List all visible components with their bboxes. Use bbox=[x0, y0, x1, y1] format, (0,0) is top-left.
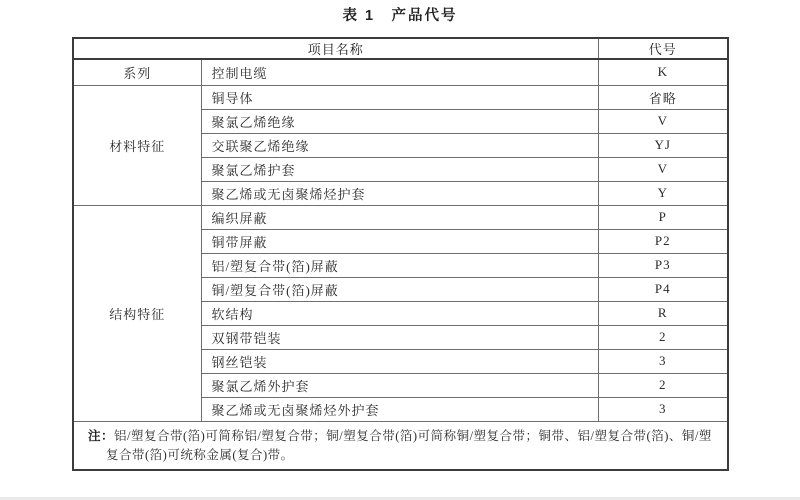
item-cell: 聚氯乙烯绝缘 bbox=[201, 109, 598, 133]
note-line-2: 复合带(箔)可统称金属(复合)带。 bbox=[106, 447, 294, 462]
table-row bbox=[73, 59, 728, 85]
code-cell: 2 bbox=[598, 373, 728, 397]
item-cell: 聚乙烯或无卤聚烯烃护套 bbox=[201, 181, 598, 205]
code-cell: Y bbox=[598, 181, 728, 205]
code-cell: 3 bbox=[598, 397, 728, 421]
code-cell: P2 bbox=[598, 229, 728, 253]
code-cell: P bbox=[598, 205, 728, 229]
code-cell: YJ bbox=[598, 133, 728, 157]
item-cell: 双钢带铠装 bbox=[201, 325, 598, 349]
code-cell: 2 bbox=[598, 325, 728, 349]
item-cell: 交联聚乙烯绝缘 bbox=[201, 133, 598, 157]
table-row bbox=[73, 205, 728, 229]
header-code: 代号 bbox=[598, 38, 728, 59]
item-cell: 钢丝铠装 bbox=[201, 349, 598, 373]
table-note bbox=[73, 421, 728, 470]
item-cell: 聚乙烯或无卤聚烯烃外护套 bbox=[201, 397, 598, 421]
header-item-name: 项目名称 bbox=[73, 38, 598, 59]
item-cell: 编织屏蔽 bbox=[201, 205, 598, 229]
item-cell: 控制电缆 bbox=[201, 59, 598, 85]
table-header-row bbox=[73, 38, 728, 59]
note-text-1: 铝/塑复合带(箔)可简称铝/塑复合带；铜/塑复合带(箔)可简称铜/塑复合带；铜带、铝/塑复合带(箔)、铜/塑 bbox=[114, 428, 712, 443]
code-cell: R bbox=[598, 301, 728, 325]
group-cell-material: 材料特征 bbox=[73, 85, 201, 205]
code-cell: 3 bbox=[598, 349, 728, 373]
item-cell: 铜带屏蔽 bbox=[201, 229, 598, 253]
code-cell: P4 bbox=[598, 277, 728, 301]
code-cell: V bbox=[598, 157, 728, 181]
item-cell: 软结构 bbox=[201, 301, 598, 325]
item-cell: 聚氯乙烯外护套 bbox=[201, 373, 598, 397]
code-cell: K bbox=[598, 59, 728, 85]
product-code-table bbox=[72, 37, 729, 471]
table-row bbox=[73, 85, 728, 109]
note-label: 注： bbox=[88, 428, 115, 443]
group-cell-series: 系列 bbox=[73, 59, 201, 85]
table-title: 表 1 产品代号 bbox=[342, 8, 458, 24]
note-row bbox=[73, 421, 728, 470]
code-cell: 省略 bbox=[598, 85, 728, 109]
group-cell-structure: 结构特征 bbox=[73, 205, 201, 421]
item-cell: 聚氯乙烯护套 bbox=[201, 157, 598, 181]
code-cell: P3 bbox=[598, 253, 728, 277]
note-line-1 bbox=[88, 427, 713, 446]
item-cell: 铜/塑复合带(箔)屏蔽 bbox=[201, 277, 598, 301]
item-cell: 铝/塑复合带(箔)屏蔽 bbox=[201, 253, 598, 277]
code-cell: V bbox=[598, 109, 728, 133]
item-cell: 铜导体 bbox=[201, 85, 598, 109]
